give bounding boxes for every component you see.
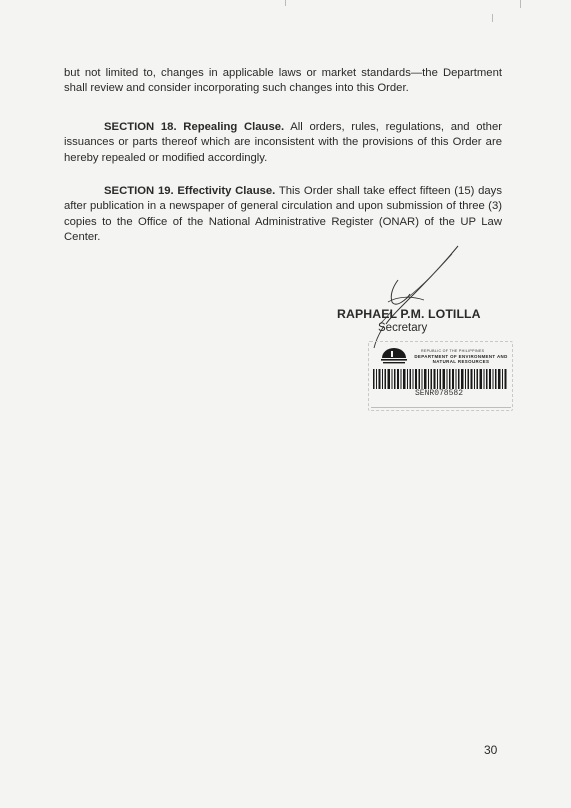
stamp-republic-text: REPUBLIC OF THE PHILIPPINES [421,349,485,353]
page-number: 30 [484,743,498,757]
stamp-control-code: SENR078582 [415,389,464,398]
denr-logo-icon [379,346,409,366]
section-18-text: All orders, rules, regulations, and other issuances or parts thereof which are inconsistent with the provisions of this Order are hereby repealed or modified accordingly. [64,121,502,164]
signatory-title: Secretary [378,322,428,334]
section-18-heading: SECTION 18. Repealing Clause. [104,121,285,133]
stamp-department-text: DEPARTMENT OF ENVIRONMENT AND NATURAL RESOURCES [414,354,508,364]
scan-mark [285,0,286,6]
scan-mark [520,0,521,8]
scan-mark [492,14,493,22]
barcode [373,369,508,389]
paragraph-continuation [64,66,502,97]
section-19-text: This Order shall take effect fifteen (15) days after publication in a newspaper of general circulation and upon submission of three (3) copies to the Office of the National Administrative Register (ONAR) of the UP Law Center. [64,185,502,244]
paragraph-text: but not limited to, changes in applicable laws or market standards—the Department shall review and consider incorporating such changes into this Order. [64,67,502,95]
receiving-stamp [368,341,513,411]
section-18-paragraph [64,120,502,166]
section-19-heading: SECTION 19. Effectivity Clause. [104,185,276,197]
section-19-paragraph [64,184,502,246]
signatory-name: RAPHAEL P.M. LOTILLA [337,307,481,321]
stamp-divider [371,407,511,408]
